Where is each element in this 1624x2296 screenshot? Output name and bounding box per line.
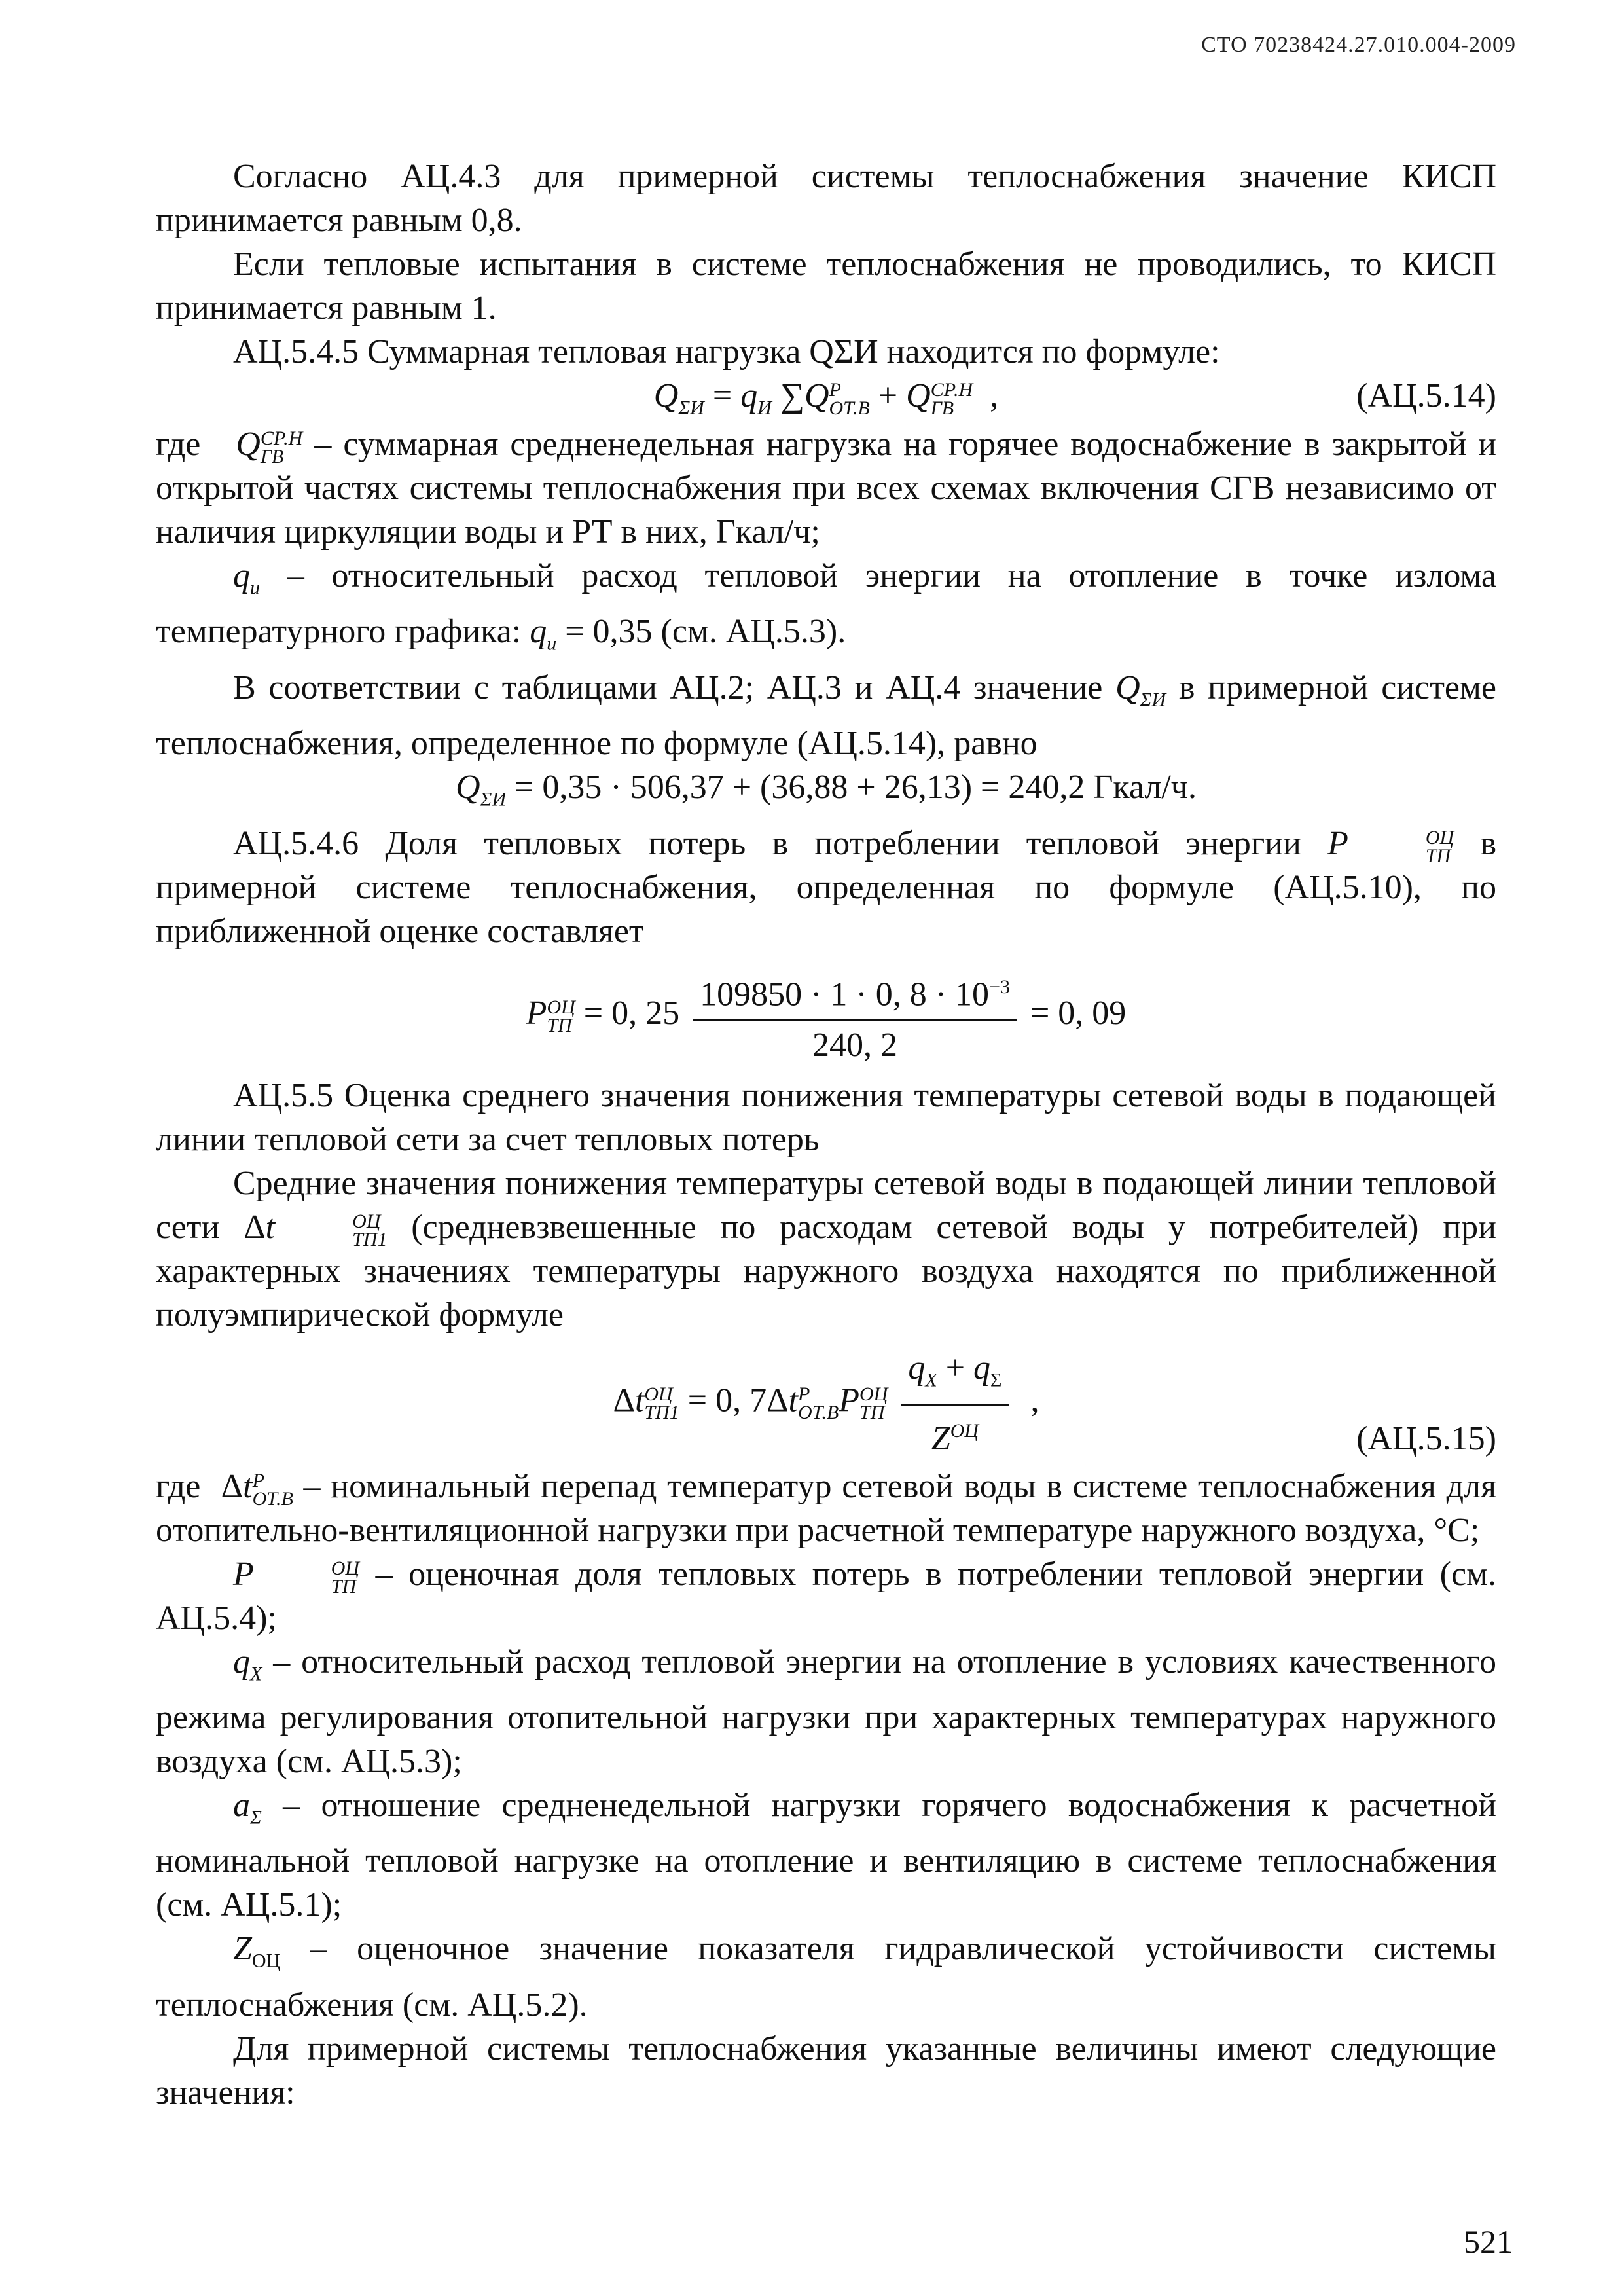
definition-qi: $q_и$ – относительный расход тепловой энергии на отопление в точке излома температурного графика: $q_и = 0,35$ (см. АЦ.5.3). [156,557,1496,655]
paragraph-qsum-value: В соответствии с таблицами АЦ.2; АЦ.3 и АЦ.4 значение $Q_{\Sigma И}$ в примерной системе теплоснабжения, определенное по формуле (АЦ.5.14), равно [156,668,1496,763]
definition-ptp: P ОЦ ТП – оценочная доля тепловых потерь в потреблении тепловой энергии (см. АЦ.5.4); [156,1555,1496,1637]
paragraph-5-5: АЦ.5.5 Оценка среднего значения понижения температуры сетевой воды в подающей линии тепловой сети за счет тепловых потерь [156,1076,1496,1158]
page-number: 521 [1464,2223,1513,2260]
equation-number-5-14: (АЦ.5.14) [1356,377,1496,414]
definition-qgv: где Q СР.Н ГВ – суммарная средненедельная нагрузка на горячее водоснабжение в закрытой и открытой частях системы теплоснабжения при всех схемах включения СГВ независимо от наличия циркуляции воды и РТ в них, Гкал/ч; [156,426,1497,551]
body-text [156,155,1496,2115]
equation-ptp-estimate: P ОЦ ТП = 0, 25 $\frac{109850 \cdot 1 \cdot 0, 8 \cdot 10^{-3}}{240, 2}$ = 0, 09 [156,953,1496,1074]
paragraph-kisp-08: Согласно АЦ.4.3 для примерной системы теплоснабжения значение КИСП принимается равным 0,8. [156,158,1496,239]
equation-qsum-calc: $Q_{\Sigma И} = 0,35 \cdot 506,37 + (36,88 + 26,13) = 240,2$ Гкал/ч. [456,769,1197,811]
standard-code-header: СТО 70238424.27.010.004-2009 [1201,33,1516,57]
paragraph-kisp-1: Если тепловые испытания в системе теплоснабжения не проводились, то КИСП принимается равным 1. [156,246,1496,327]
definition-z: $Z_{ОЦ}$ – оценочное значение показателя гидравлической устойчивости системы теплоснабжения (см. АЦ.5.2). [156,1930,1496,2024]
equation-number-5-15: (АЦ.5.15) [1356,1419,1496,1457]
paragraph-5-4-5: АЦ.5.4.5 Суммарная тепловая нагрузка QΣИ находится по формуле: [233,333,1220,371]
definition-a-sigma: $a_\Sigma$ – отношение средненедельной нагрузки горячего водоснабжения к расчетной номинальной тепловой нагрузке на отопление и вентиляцию в системе теплоснабжения (см. АЦ.5.1); [156,1787,1496,1924]
definition-dt: где Δt Р ОТ.В – номинальный перепад температур сетевой воды в системе теплоснабжения для отопительно-вентиляционной нагрузки при расчетной температуре наружного воздуха, °С; [156,1467,1496,1549]
definition-qx: $q_X$ – относительный расход тепловой энергии на отопление в условиях качественного режима регулирования отопительной нагрузки при характерных температурах наружного воздуха (см. АЦ.5.3); [156,1643,1496,1780]
fraction-ptp: $\frac{109850 \cdot 1 \cdot 0, 8 \cdot 10^{-3}}{240, 2}$ [693,965,1017,1067]
equation-5-15: Δt ОЦ ТП1 = 0, 7Δt Р ОТ.В P ОЦ ТП $\frac{q_X + q_\Sigma}{Z^{ОЦ}}$ , (АЦ.5.15) [156,1337,1496,1465]
paragraph-5-4-6: АЦ.5.4.6 Доля тепловых потерь в потреблении тепловой энергии P ОЦ ТП в примерной системе теплоснабжения, определенная по формуле (АЦ.5.10), по приближенной оценке составляет [156,824,1497,950]
paragraph-temperature-drop: Средние значения понижения температуры сетевой воды в подающей линии тепловой сети Δt ОЦ ТП1 (средневзвешенные по расходам сетевой воды у потребителей) при характерных значениях температуры наружного воздуха находятся по приближенной полуэмпирической формуле [156,1164,1496,1334]
equation-5-14: $Q_{\Sigma И} = q_И$ ∑Q Р ОТ.В + Q СР.Н ГВ , (АЦ.5.14) [156,374,1496,422]
fraction-q-over-z: $\frac{q_X + q_\Sigma}{Z^{ОЦ}}$ [901,1346,1008,1461]
paragraph-values-intro: Для примерной системы теплоснабжения указанные величины имеют следующие значения: [156,2030,1496,2111]
